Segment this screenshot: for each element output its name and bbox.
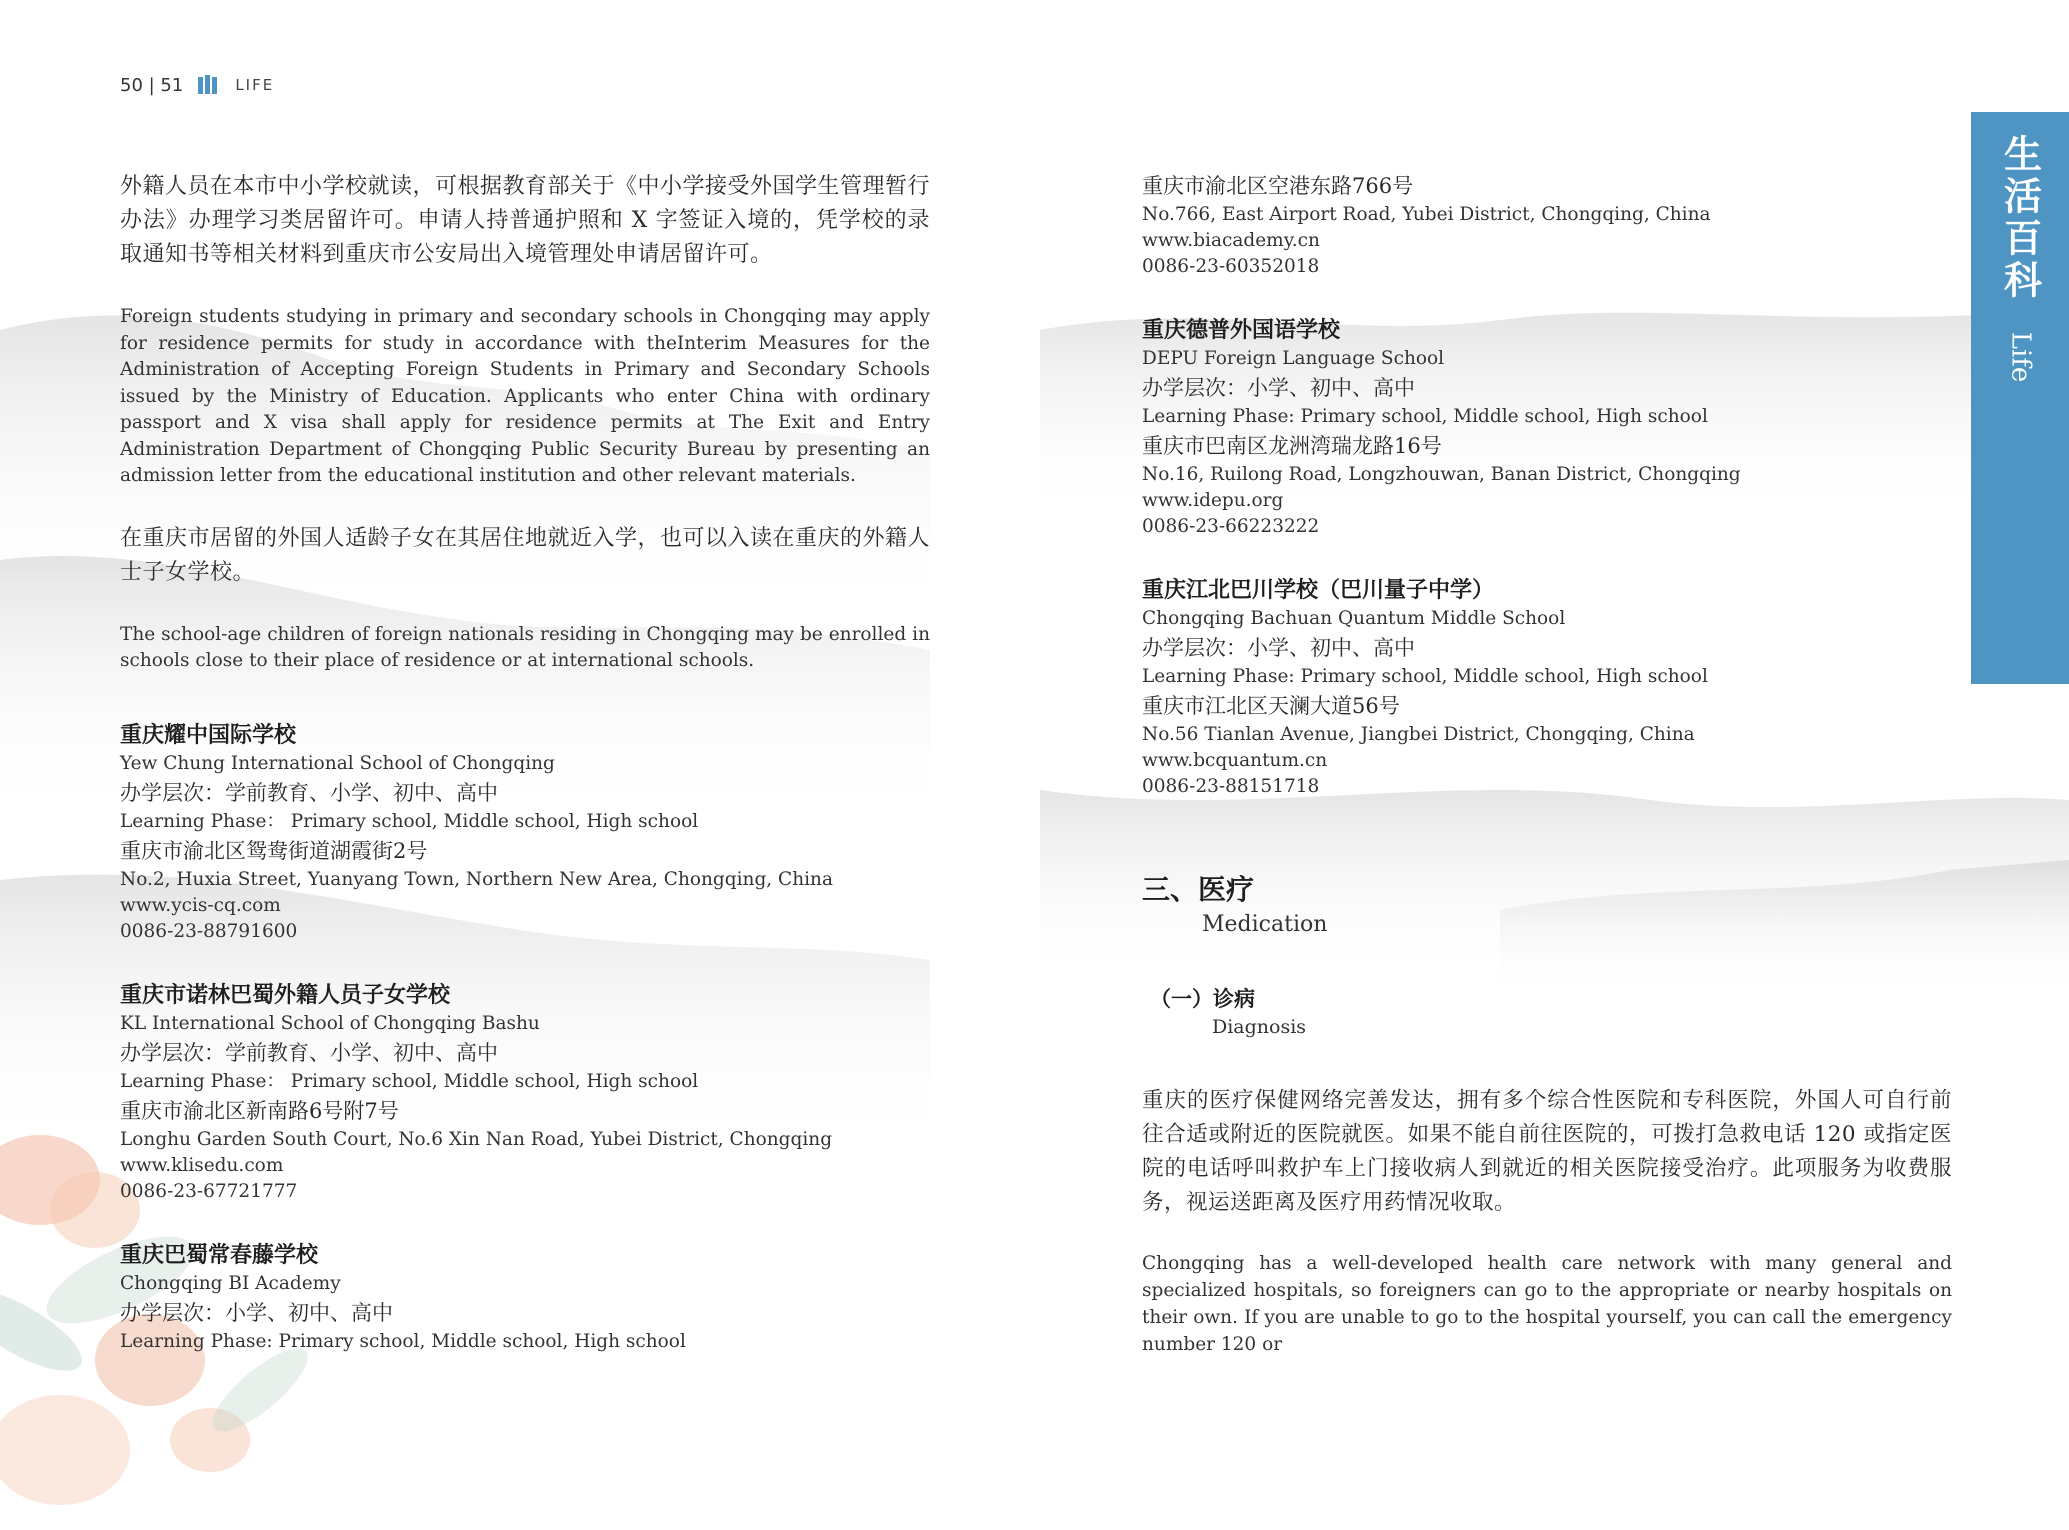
school-address-en: No.766, East Airport Road, Yubei District, Chongqing, China <box>1142 204 1711 225</box>
page-numbers: 50 | 51 <box>120 74 184 96</box>
book-icon <box>197 74 221 96</box>
school-name-en: Yew Chung International School of Chongqing <box>120 752 555 774</box>
school-entry-continued <box>1142 170 1952 280</box>
school-name-cn: 重庆德普外国语学校 <box>1142 317 1341 343</box>
school-website: www.idepu.org <box>1142 490 1284 511</box>
school-phase-cn: 办学层次：小学、初中、高中 <box>120 1300 393 1325</box>
school-address-cn: 重庆市巴南区龙洲湾瑞龙路16号 <box>1142 434 1442 458</box>
school-address-en: Longhu Garden South Court, No.6 Xin Nan Road, Yubei District, Chongqing <box>120 1128 833 1150</box>
side-tab-cn: 生活百科 <box>1997 134 2043 302</box>
school-phase-cn: 办学层次：小学、初中、高中 <box>1142 636 1415 660</box>
school-website: www.ycis-cq.com <box>120 894 281 916</box>
school-address-en: No.16, Ruilong Road, Longzhouwan, Banan District, Chongqing <box>1142 464 1741 485</box>
school-website: www.klisedu.com <box>120 1154 284 1176</box>
school-phase-en: Learning Phase： Primary school, Middle school, High school <box>120 810 699 832</box>
school-phase-cn: 办学层次：小学、初中、高中 <box>1142 376 1415 400</box>
school-name-en: KL International School of Chongqing Bashu <box>120 1012 540 1034</box>
school-entry <box>120 979 930 1205</box>
school-website: www.biacademy.cn <box>1142 230 1320 251</box>
page-header <box>120 74 274 96</box>
school-address-en: No.2, Huxia Street, Yuanyang Town, Northern New Area, Chongqing, China <box>120 868 833 890</box>
school-phase-cn: 办学层次：学前教育、小学、初中、高中 <box>120 780 498 805</box>
school-address-cn: 重庆市渝北区鸳鸯街道湖霞街2号 <box>120 838 428 863</box>
school-phase-en: Learning Phase: Primary school, Middle school, High school <box>1142 406 1708 427</box>
section-subtitle: Medication <box>1202 912 1328 937</box>
para-cn-1: 外籍人员在本市中小学校就读，可根据教育部关于《中小学接受外国学生管理暂行办法》办理学习类居留许可。申请人持普通护照和 X 字签证入境的，凭学校的录取通知书等相关材料到重庆市公安局出入境管理处申请居留许可。 <box>120 174 931 267</box>
section-label: LIFE <box>235 76 275 94</box>
school-name-cn: 重庆耀中国际学校 <box>120 721 297 748</box>
school-phone: 0086-23-88791600 <box>120 920 298 942</box>
para-cn-2: 在重庆市居留的外国人适龄子女在其居住地就近入学，也可以入读在重庆的外籍人士子女学校。 <box>120 525 931 585</box>
school-phase-en: Learning Phase: Primary school, Middle school, High school <box>120 1330 686 1352</box>
side-tab-en: Life <box>2005 331 2035 383</box>
school-name-cn: 重庆江北巴川学校（巴川量子中学） <box>1142 577 1495 603</box>
school-phone: 0086-23-66223222 <box>1142 516 1320 537</box>
school-entry <box>120 719 930 945</box>
school-phase-cn: 办学层次：学前教育、小学、初中、高中 <box>120 1040 498 1065</box>
school-name-en: Chongqing BI Academy <box>120 1272 341 1294</box>
para-cn-medical: 重庆的医疗保健网络完善发达，拥有多个综合性医院和专科医院，外国人可自行前往合适或附近的医院就医。如果不能自前往医院的，可拨打急救电话 120 或指定医院的电话呼叫救护车上门接收病人到就近的相关医院接受治疗。此项服务为收费服务，视运送距离及医疗用药情况收取。 <box>1142 1088 1952 1215</box>
school-phone: 0086-23-60352018 <box>1142 256 1320 277</box>
school-name-cn: 重庆市诺林巴蜀外籍人员子女学校 <box>120 981 451 1008</box>
para-en-medical: Chongqing has a well-developed health care network with many general and specialized hospitals, so foreigners can go to the appropriate or nearby hospitals on their own. If you are unable to go to the hospital yourself, you can call the emergency number 120 or <box>1142 1253 1952 1355</box>
subsection-subtitle: Diagnosis <box>1212 1016 1307 1038</box>
school-website: www.bcquantum.cn <box>1142 750 1328 771</box>
school-address-cn: 重庆市渝北区新南路6号附7号 <box>120 1098 399 1123</box>
school-address-cn: 重庆市江北区天澜大道56号 <box>1142 694 1400 718</box>
school-address-en: No.56 Tianlan Avenue, Jiangbei District, Chongqing, China <box>1142 724 1695 745</box>
school-phone: 0086-23-88151718 <box>1142 776 1320 797</box>
para-en-2: The school-age children of foreign nationals residing in Chongqing may be enrolled in schools close to their place of residence or at international schools. <box>120 623 930 671</box>
right-column <box>1142 170 1952 1358</box>
section-title: 三、医疗 <box>1142 873 1255 906</box>
school-name-en: Chongqing Bachuan Quantum Middle School <box>1142 608 1566 629</box>
left-column <box>120 170 930 1389</box>
school-phase-en: Learning Phase: Primary school, Middle school, High school <box>1142 666 1708 687</box>
school-entry <box>1142 314 1952 540</box>
school-name-en: DEPU Foreign Language School <box>1142 348 1445 369</box>
school-address-cn: 重庆市渝北区空港东路766号 <box>1142 174 1414 198</box>
school-entry <box>1142 574 1952 800</box>
school-phone: 0086-23-67721777 <box>120 1180 298 1202</box>
school-entry <box>120 1239 930 1355</box>
school-name-cn: 重庆巴蜀常春藤学校 <box>120 1241 319 1268</box>
side-tab <box>1971 112 2069 684</box>
school-phase-en: Learning Phase： Primary school, Middle school, High school <box>120 1070 699 1092</box>
para-en-1: Foreign students studying in primary and secondary schools in Chongqing may apply for residence permits for study in accordance with theInterim Measures for the Administration of Accepting Foreign Students in Primary and Secondary Schools issued by the Ministry of Education. Applicants who enter China with ordinary passport and X visa shall apply for residence permits at The Exit and Entry Administration Department of Chongqing Public Security Bureau by presenting an admission letter from the educational institution and other relevant materials. <box>120 306 930 486</box>
subsection-title: （一）诊病 <box>1150 986 1255 1011</box>
